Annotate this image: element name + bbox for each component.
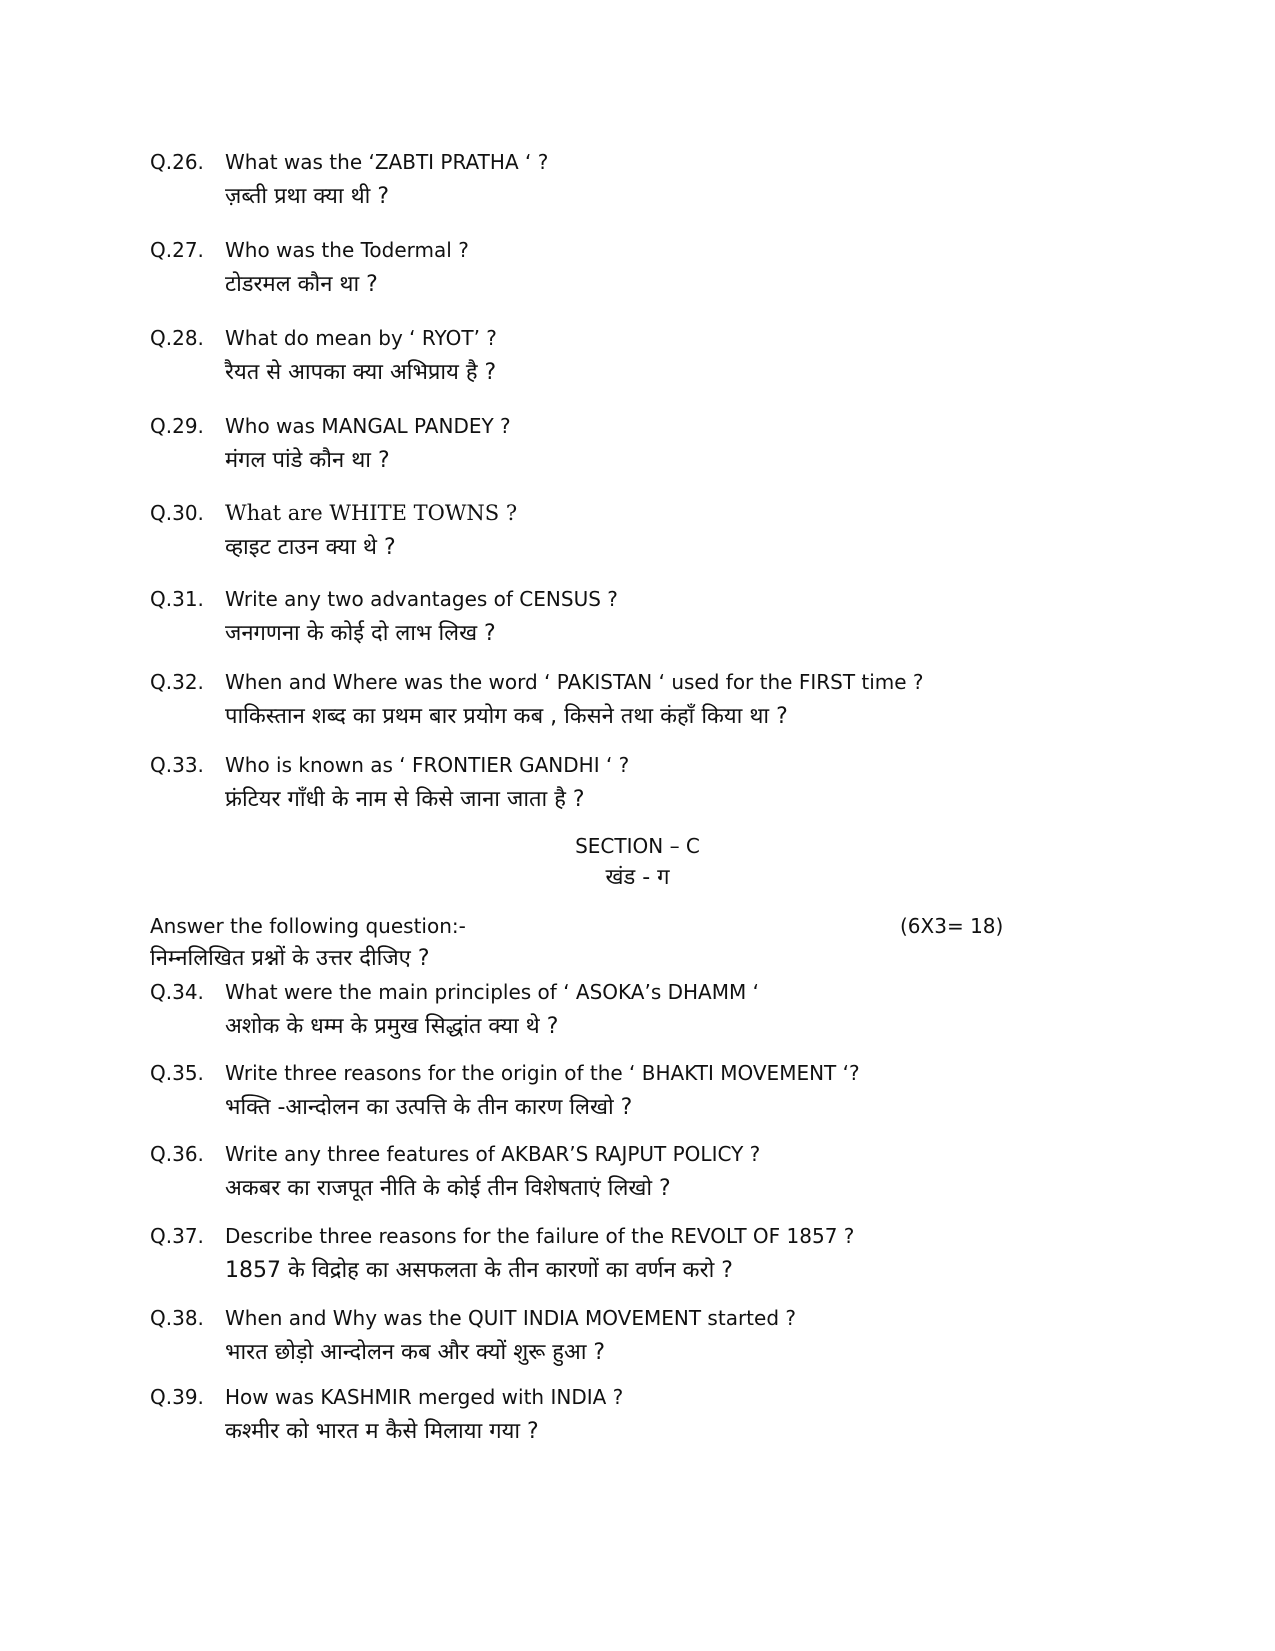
section-marks: (6X3= 18) (900, 914, 1004, 938)
instruction-hi: निम्नलिखित प्रश्नों के उत्तर दीजिए ? (150, 946, 430, 971)
question-text-hi: मंगल पांडे कौन था ? (225, 448, 390, 473)
question-text-hi: भक्ति -आन्दोलन का उत्पत्ति के तीन कारण लिखो ? (225, 1095, 633, 1120)
question-number: Q.28. (150, 326, 204, 350)
question-number: Q.27. (150, 238, 204, 262)
question-text-hi: कश्मीर को भारत म कैसे मिलाया गया ? (225, 1419, 539, 1444)
question-text-en: Write three reasons for the origin of the ‘ BHAKTI MOVEMENT ‘? (225, 1061, 860, 1085)
question-text-hi: जनगणना के कोई दो लाभ लिख ? (225, 621, 496, 646)
question-number: Q.31. (150, 587, 204, 611)
question-text-en: Who is known as ‘ FRONTIER GANDHI ‘ ? (225, 753, 630, 777)
question-number: Q.39. (150, 1385, 204, 1409)
question-number: Q.34. (150, 980, 204, 1004)
question-number: Q.29. (150, 414, 204, 438)
section-title-en: SECTION – C (575, 834, 700, 858)
question-text-en: Write any two advantages of CENSUS ? (225, 587, 618, 611)
question-number: Q.32. (150, 670, 204, 694)
question-number: Q.33. (150, 753, 204, 777)
question-text-hi: व्हाइट टाउन क्या थे ? (225, 535, 396, 560)
question-text-en: Who was MANGAL PANDEY ? (225, 414, 511, 438)
question-text-en: Who was the Todermal ? (225, 238, 469, 262)
question-text-hi: 1857 के विद्रोह का असफलता के तीन कारणों का वर्णन करो ? (225, 1258, 733, 1283)
question-text-hi: भारत छोड़ो आन्दोलन कब और क्यों शुरू हुआ ? (225, 1340, 606, 1365)
question-text-hi: रैयत से आपका क्या अभिप्राय है ? (225, 360, 497, 385)
question-text-hi: टोडरमल कौन था ? (225, 272, 378, 297)
question-number: Q.36. (150, 1142, 204, 1166)
question-text-hi: पाकिस्तान शब्द का प्रथम बार प्रयोग कब , किसने तथा कंहाँ किया था ? (225, 704, 788, 729)
question-number: Q.26. (150, 150, 204, 174)
question-text-en: What was the ‘ZABTI PRATHA ‘ ? (225, 150, 549, 174)
question-number: Q.37. (150, 1224, 204, 1248)
question-number: Q.30. (150, 501, 204, 525)
question-number: Q.35. (150, 1061, 204, 1085)
question-text-en: When and Where was the word ‘ PAKISTAN ‘ used for the FIRST time ? (225, 670, 924, 694)
instruction-en: Answer the following question:- (150, 914, 466, 938)
question-text-hi: ज़ब्ती प्रथा क्या थी ? (225, 184, 389, 209)
question-text-en: When and Why was the QUIT INDIA MOVEMENT started ? (225, 1306, 796, 1330)
question-text-en: Write any three features of AKBAR’S RAJPUT POLICY ? (225, 1142, 761, 1166)
question-text-en: What are WHITE TOWNS ? (225, 501, 518, 525)
question-text-en: What were the main principles of ‘ ASOKA’s DHAMM ‘ (225, 980, 759, 1004)
question-text-hi: अशोक के धम्म के प्रमुख सिद्धांत क्या थे ? (225, 1014, 559, 1039)
question-text-hi: फ्रंटियर गाँधी के नाम से किसे जाना जाता है ? (225, 787, 585, 812)
question-text-en: How was KASHMIR merged with INDIA ? (225, 1385, 624, 1409)
question-text-en: What do mean by ‘ RYOT’ ? (225, 326, 497, 350)
question-text-hi: अकबर का राजपूत नीति के कोई तीन विशेषताएं लिखो ? (225, 1176, 671, 1201)
question-text-en: Describe three reasons for the failure of the REVOLT OF 1857 ? (225, 1224, 855, 1248)
section-title-hi: खंड - ग (605, 865, 670, 890)
question-number: Q.38. (150, 1306, 204, 1330)
